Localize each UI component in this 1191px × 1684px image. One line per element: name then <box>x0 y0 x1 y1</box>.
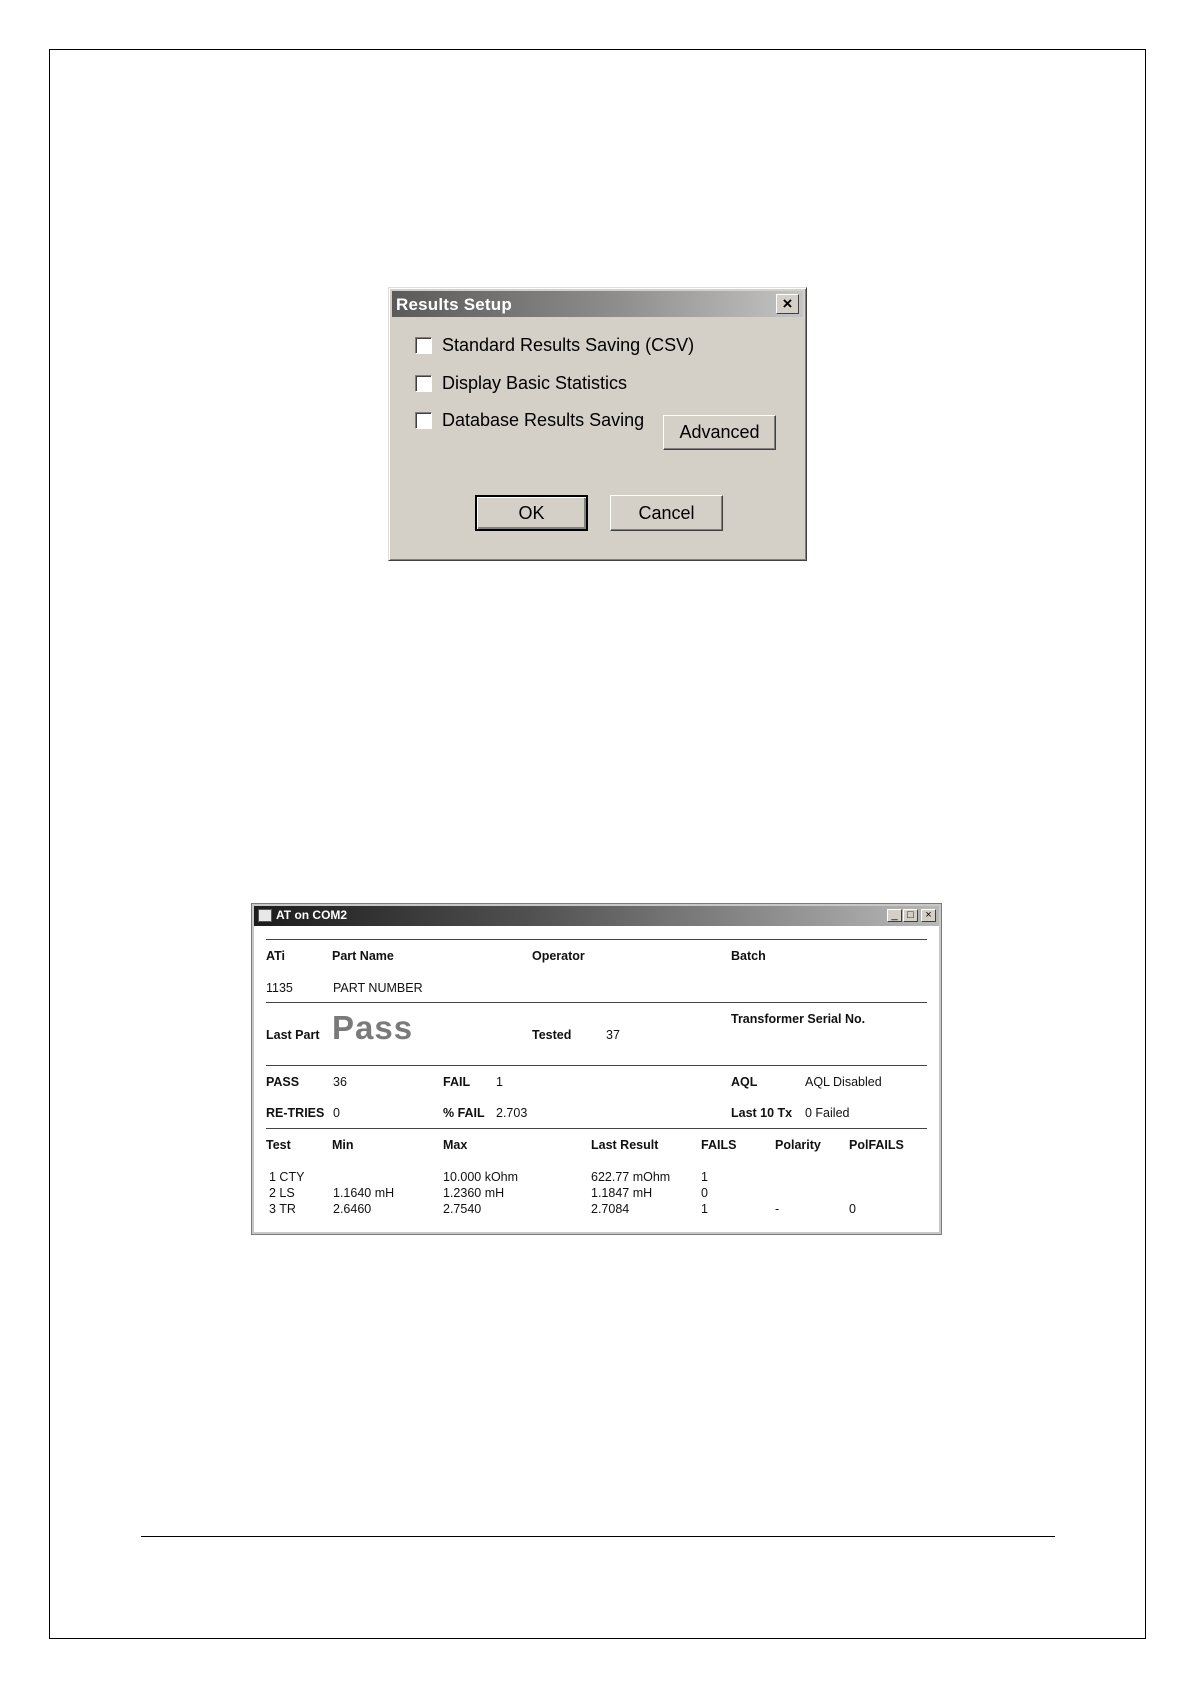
footer-rule <box>141 1536 1055 1537</box>
ok-button[interactable]: OK <box>475 495 588 531</box>
pass-label: PASS <box>266 1075 300 1089</box>
divider <box>266 1128 927 1129</box>
ati-label: ATi <box>266 949 285 963</box>
aql-label: AQL <box>731 1075 758 1089</box>
divider <box>266 939 927 940</box>
column-header: Last Result <box>591 1138 659 1152</box>
column-header: Max <box>443 1138 468 1152</box>
cancel-button[interactable]: Cancel <box>610 495 723 531</box>
table-cell: 1.1640 mH <box>333 1186 395 1200</box>
table-cell: 1 <box>701 1202 708 1216</box>
close-button[interactable] <box>921 909 936 922</box>
table-cell: 10.000 kOhm <box>443 1170 519 1184</box>
pct-fail-value: 2.703 <box>496 1106 528 1120</box>
batch-label: Batch <box>731 949 766 963</box>
window-title: AT on COM2 <box>276 908 348 922</box>
checkbox-label: Database Results Saving <box>442 409 645 430</box>
divider <box>266 1065 927 1066</box>
column-header: PolFAILS <box>849 1138 904 1152</box>
divider <box>266 1002 927 1003</box>
app-icon <box>258 909 272 922</box>
table-cell: 1 CTY <box>269 1170 305 1184</box>
table-cell: 0 <box>701 1186 708 1200</box>
ati-value: 1135 <box>266 981 293 995</box>
retries-label: RE-TRIES <box>266 1106 325 1120</box>
transformer-serial-label: Transformer Serial No. <box>731 1012 866 1026</box>
column-header: Min <box>332 1138 354 1152</box>
table-cell: 3 TR <box>269 1202 296 1216</box>
part-name-value: PART NUMBER <box>333 981 423 995</box>
results-setup-dialog <box>388 287 807 561</box>
table-cell: - <box>775 1202 780 1216</box>
aql-value: AQL Disabled <box>805 1075 882 1089</box>
pct-fail-label: % FAIL <box>443 1106 485 1120</box>
table-cell: 1.2360 mH <box>443 1186 505 1200</box>
retries-value: 0 <box>333 1106 340 1120</box>
checkbox-label: Display Basic Statistics <box>442 372 628 393</box>
part-name-label: Part Name <box>332 949 394 963</box>
dialog-title: Results Setup <box>396 295 512 314</box>
close-icon: × <box>925 909 932 921</box>
table-cell: 1 <box>701 1170 708 1184</box>
column-header: FAILS <box>701 1138 737 1152</box>
dialog-title-bar[interactable] <box>392 291 803 317</box>
close-icon: × <box>782 294 793 313</box>
database-results-saving-option[interactable] <box>415 409 644 431</box>
tested-label: Tested <box>532 1028 572 1042</box>
standard-results-saving-checkbox[interactable] <box>415 337 432 354</box>
table-cell: 622.77 mOhm <box>591 1170 671 1184</box>
table-cell: 2 LS <box>269 1186 295 1200</box>
advanced-button[interactable]: Advanced <box>663 415 776 450</box>
table-cell: 1.1847 mH <box>591 1186 653 1200</box>
pass-value: 36 <box>333 1075 347 1089</box>
operator-label: Operator <box>532 949 585 963</box>
minimize-icon: _ <box>891 909 898 921</box>
window-title-bar[interactable] <box>254 906 939 926</box>
table-cell: 2.7540 <box>443 1202 482 1216</box>
last-10-tx-label: Last 10 Tx <box>731 1106 793 1120</box>
at-com2-window <box>252 904 941 1234</box>
column-header: Test <box>266 1138 291 1152</box>
fail-label: FAIL <box>443 1075 471 1089</box>
last-part-label: Last Part <box>266 1028 320 1042</box>
last-10-tx-value: 0 Failed <box>805 1106 850 1120</box>
checkbox-label: Standard Results Saving (CSV) <box>442 334 695 355</box>
table-cell: 0 <box>849 1202 856 1216</box>
last-part-status: Pass <box>332 1009 414 1046</box>
standard-results-saving-option[interactable] <box>415 334 694 356</box>
table-cell: 2.6460 <box>333 1202 372 1216</box>
close-button[interactable] <box>776 294 799 314</box>
fail-value: 1 <box>496 1075 503 1089</box>
database-results-saving-checkbox[interactable] <box>415 412 432 429</box>
display-basic-statistics-checkbox[interactable] <box>415 375 432 392</box>
maximize-button[interactable] <box>903 909 918 922</box>
minimize-button[interactable] <box>887 909 902 922</box>
table-cell: 2.7084 <box>591 1202 630 1216</box>
maximize-icon: □ <box>907 909 914 921</box>
column-header: Polarity <box>775 1138 821 1152</box>
display-basic-statistics-option[interactable] <box>415 372 627 394</box>
tested-value: 37 <box>606 1028 620 1042</box>
